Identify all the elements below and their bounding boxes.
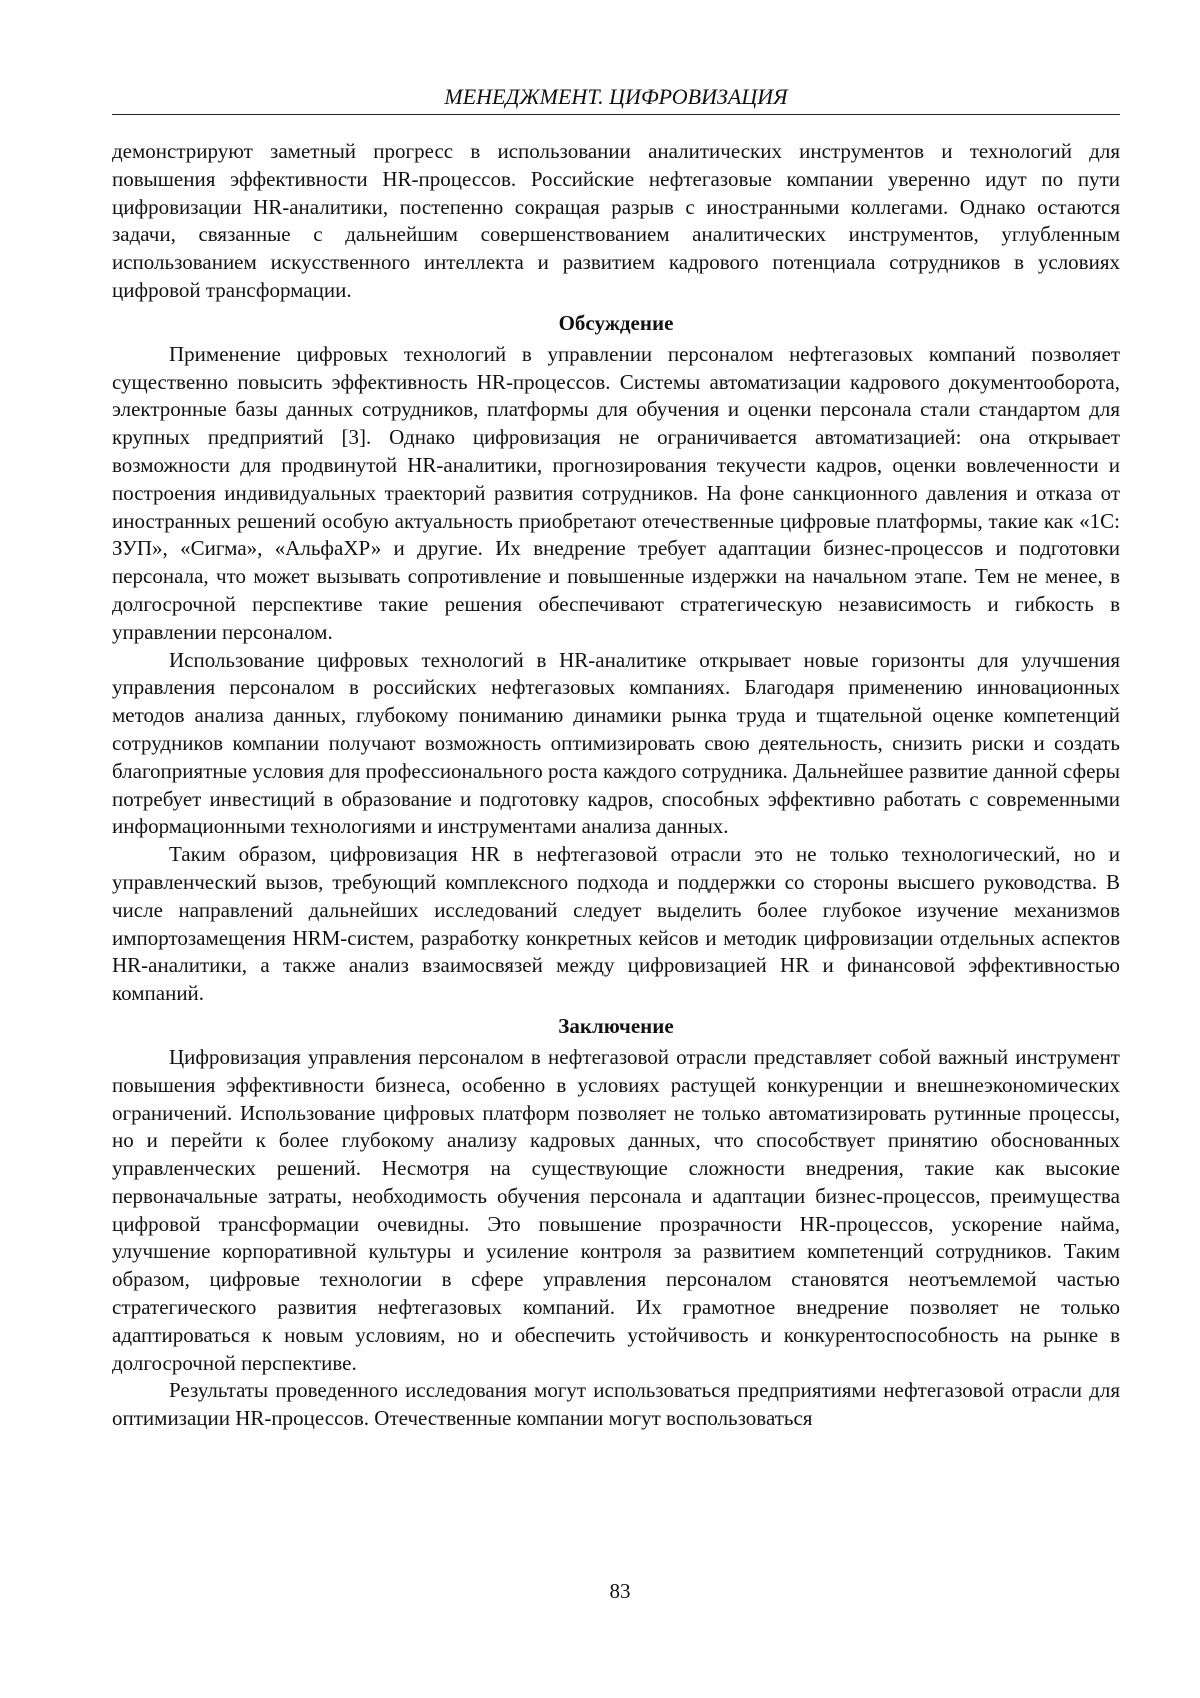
intro-paragraph: демонстрируют заметный прогресс в использовании аналитических инструментов и технологий для повышения эффективности HR-процессов. Российские нефтегазовые компании уверенно идут по пути цифровизации HR-аналитики, постепенно сокращая разрыв с иностранными коллегами. Однако остаются задачи, связанные с дальнейшим совершенствованием аналитических инструментов, углубленным использованием искусственного интеллекта и развитием кадрового потенциала сотрудников в условиях цифровой трансформации. (112, 138, 1120, 305)
discussion-heading: Обсуждение (112, 308, 1120, 338)
discussion-paragraph: Применение цифровых технологий в управлении персоналом нефтегазовых компаний позволяет существенно повысить эффективность HR-процессов. Системы автоматизации кадрового документооборота, электронные базы данных сотрудников, платформы для обучения и оценки персонала стали стандартом для крупных предприятий [3]. Однако цифровизация не ограничивается автоматизацией: она открывает возможности для продвинутой HR-аналитики, прогнозирования текучести кадров, оценки вовлеченности и построения индивидуальных траекторий развития сотрудников. На фоне санкционного давления и отказа от иностранных решений особую актуальность приобретают отечественные цифровые платформы, такие как «1С: ЗУП», «Сигма», «АльфаХР» и другие. Их внедрение требует адаптации бизнес-процессов и подготовки персонала, что может вызывать сопротивление и повышенные издержки на начальном этапе. Тем не менее, в долгосрочной перспективе такие решения обеспечивают стратегическую независимость и гибкость в управлении персоналом. (112, 341, 1120, 647)
discussion-paragraph: Таким образом, цифровизация HR в нефтегазовой отрасли это не только технологический, но и управленческий вызов, требующий комплексного подхода и поддержки со стороны высшего руководства. В числе направлений дальнейших исследований следует выделить более глубокое изучение механизмов импортозамещения HRM-систем, разработку конкретных кейсов и методик цифровизации отдельных аспектов HR-аналитики, а также анализ взаимосвязей между цифровизацией HR и финансовой эффективностью компаний. (112, 841, 1120, 1008)
article-body (112, 138, 1120, 1433)
running-header: МЕНЕДЖМЕНТ. ЦИФРОВИЗАЦИЯ (112, 84, 1120, 110)
conclusion-paragraph: Результаты проведенного исследования могут использоваться предприятиями нефтегазовой отрасли для оптимизации HR-процессов. Отечественные компании могут воспользоваться (112, 1377, 1120, 1433)
page-number: 83 (0, 1578, 1200, 1604)
header-divider (112, 114, 1120, 115)
conclusion-paragraph: Цифровизация управления персоналом в нефтегазовой отрасли представляет собой важный инструмент повышения эффективности бизнеса, особенно в условиях растущей конкуренции и внешнеэкономических ограничений. Использование цифровых платформ позволяет не только автоматизировать рутинные процессы, но и перейти к более глубокому анализу кадровых данных, что способствует принятию обоснованных управленческих решений. Несмотря на существующие сложности внедрения, такие как высокие первоначальные затраты, необходимость обучения персонала и адаптации бизнес-процессов, преимущества цифровой трансформации очевидны. Это повышение прозрачности HR-процессов, ускорение найма, улучшение корпоративной культуры и усиление контроля за развитием компетенций сотрудников. Таким образом, цифровые технологии в сфере управления персоналом становятся неотъемлемой частью стратегического развития нефтегазовых компаний. Их грамотное внедрение позволяет не только адаптироваться к новым условиям, но и обеспечить устойчивость и конкурентоспособность на рынке в долгосрочной перспективе. (112, 1044, 1120, 1378)
discussion-paragraph: Использование цифровых технологий в HR-аналитике открывает новые горизонты для улучшения управления персоналом в российских нефтегазовых компаниях. Благодаря применению инновационных методов анализа данных, глубокому пониманию динамики рынка труда и тщательной оценке компетенций сотрудников компании получают возможность оптимизировать свою деятельность, снизить риски и создать благоприятные условия для профессионального роста каждого сотрудника. Дальнейшее развитие данной сферы потребует инвестиций в образование и подготовку кадров, способных эффективно работать с современными информационными технологиями и инструментами анализа данных. (112, 647, 1120, 842)
document-page (0, 0, 1200, 1698)
conclusion-heading: Заключение (112, 1011, 1120, 1041)
